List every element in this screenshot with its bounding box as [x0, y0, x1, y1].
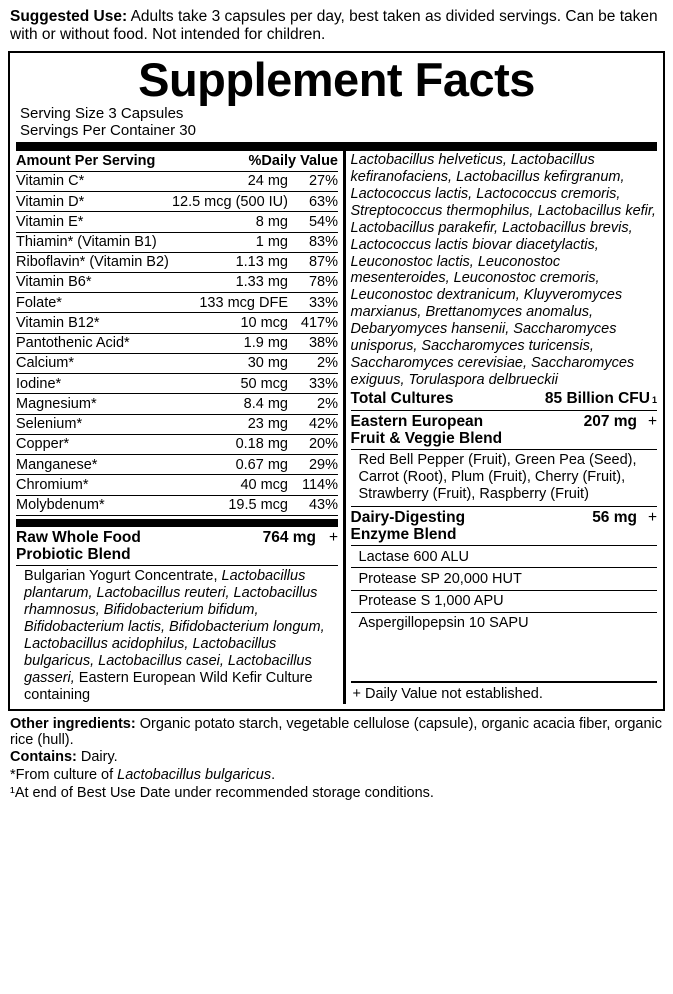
- table-row: [16, 496, 338, 516]
- enzyme-blend-name: [351, 509, 593, 543]
- table-row: [16, 394, 338, 414]
- probiotic-blend-dagger: +: [328, 528, 338, 546]
- total-cultures-label: Total Cultures: [350, 390, 454, 408]
- nutrient-name: Manganese*: [16, 456, 98, 473]
- nutrient-amount: 23 mg: [247, 416, 288, 433]
- table-row: [16, 475, 338, 495]
- fruit-veggie-name-line2: Fruit & Veggie Blend: [350, 430, 503, 448]
- nutrient-dv: 27%: [308, 173, 338, 190]
- nutrient-amount: 30 mg: [247, 355, 288, 372]
- probiotic-italic-list: Lactobacillus plantarum, Lactobacillus reuteri, Lactobacillus rhamnosus, Bifidobacterium bifidum, Bifidobacterium lactis, Bifidobacterium longum, Lactobacillus acidophilus, Lactobacillus bulgaricus, Lactobacillus casei, Lactobacillus gasseri,: [24, 567, 325, 686]
- probiotic-blend-ingredients: [16, 566, 338, 704]
- kefir-cultures-list: Lactobacillus helveticus, Lactobacillus kefiranofaciens, Lactobacillus kefirgranum, Lactococcus lactis, Lactococcus cremoris, Streptococcus thermophilus, Lactobacillus kefir, Lactobacillus parakefir, Lactobacillus brevis, Lactococcus lactis biovar diacetylactis, Leuconostoc lactis, Leuconostoc mesenteroides, Leuconostoc cremoris, Leuconostoc dextranicum, Kluyveromyces marxianus, Brettanomyces anomalus, Debaryomyces hansenii, Saccharomyces unisporus, Saccharomyces turicensis, Saccharomyces cerevisiae, Saccharomyces exiguus, Torulaspora delbrueckii: [350, 151, 656, 389]
- other-ingredients-label: Other ingredients:: [10, 715, 136, 732]
- probiotic-blend-name: [16, 529, 263, 563]
- nutrient-name: Thiamin* (Vitamin B1): [16, 234, 157, 250]
- other-ingredients-text: Organic potato starch, vegetable cellulose (capsule), organic acacia fiber, organic rice (hull).: [10, 715, 663, 749]
- nutrient-name: Vitamin B6*: [16, 274, 92, 291]
- nutrient-name: Vitamin E*: [16, 213, 84, 230]
- table-row: [16, 273, 338, 293]
- footer-notes: [10, 716, 663, 803]
- enzyme-blend-amount: 56 mg: [592, 509, 637, 527]
- nutrient-dv: 2%: [317, 355, 338, 372]
- nutrient-name: Iodine*: [16, 375, 62, 392]
- nutrient-name: Calcium*: [16, 355, 75, 372]
- nutrient-dv: 2%: [317, 395, 338, 412]
- nutrient-dv: 87%: [308, 254, 338, 271]
- fruit-veggie-name-line1: Eastern European: [350, 413, 484, 431]
- fruit-veggie-blend-dagger: +: [647, 413, 657, 431]
- nutrient-amount: 1.33 mg: [235, 274, 288, 291]
- facts-panel: [8, 51, 665, 711]
- nutrient-name: Vitamin D*: [16, 193, 85, 210]
- table-row: [16, 192, 338, 212]
- nutrient-dv: 83%: [308, 234, 338, 250]
- nutrient-amount: 24 mg: [247, 173, 288, 190]
- nutrient-name: Vitamin B12*: [16, 314, 100, 331]
- nutrient-name: Molybdenum*: [16, 497, 105, 514]
- nutrient-amount: 8 mg: [255, 213, 288, 230]
- nutrient-dv: 29%: [308, 456, 338, 473]
- table-row: [16, 415, 338, 435]
- column-divider: [343, 151, 346, 704]
- enzyme-item: Protease SP 20,000 HUT: [351, 568, 658, 590]
- facts-columns: [16, 151, 657, 704]
- table-row: [16, 435, 338, 455]
- nutrient-name: Copper*: [16, 436, 70, 453]
- header-rule: [16, 142, 657, 151]
- nutrient-name: Folate*: [16, 294, 62, 311]
- nutrient-name: Vitamin C*: [16, 173, 85, 190]
- nutrient-dv: 20%: [308, 436, 338, 453]
- total-cultures-footnote-marker: 1: [651, 395, 657, 406]
- probiotic-plain-1: Bulgarian Yogurt Concentrate,: [24, 567, 218, 584]
- nutrient-dv: 63%: [308, 193, 338, 210]
- total-cultures-row: [351, 389, 658, 411]
- footnote-star-italic: Lactobacillus bulgaricus: [117, 767, 272, 784]
- contains-label: Contains:: [10, 749, 77, 766]
- fruit-veggie-blend-header: [351, 411, 658, 450]
- blend-separator-rule: [16, 519, 338, 527]
- nutrient-dv: 54%: [308, 213, 338, 230]
- fruit-veggie-blend-amount: 207 mg: [583, 413, 637, 431]
- servings-per-container: Servings Per Container 30: [20, 121, 196, 139]
- footnote-star: [10, 767, 663, 784]
- fruit-veggie-blend-name: [351, 413, 584, 447]
- enzyme-name-line2: Enzyme Blend: [350, 526, 457, 544]
- enzyme-name-line1: Dairy-Digesting: [350, 509, 466, 527]
- probiotic-blend-name-line2: Probiotic Blend: [16, 545, 131, 563]
- contains-statement: [10, 749, 663, 766]
- enzyme-blend-header: [351, 507, 658, 546]
- table-row: [16, 293, 338, 313]
- nutrient-amount: 50 mcg: [240, 375, 288, 392]
- daily-value-header: %Daily Value: [248, 152, 338, 169]
- nutrient-dv: 38%: [308, 335, 338, 352]
- serving-size: Serving Size 3 Capsules: [20, 104, 184, 122]
- table-header-row: [16, 151, 338, 172]
- nutrient-name: Selenium*: [16, 416, 83, 433]
- nutrient-dv: 78%: [308, 274, 338, 291]
- nutrient-dv: 33%: [308, 375, 338, 392]
- nutrient-name: Riboflavin* (Vitamin B2): [16, 254, 169, 271]
- nutrient-amount: 1.9 mg: [243, 335, 288, 352]
- nutrient-amount: 1.13 mg: [235, 254, 288, 271]
- right-column-spacer: [351, 634, 658, 676]
- nutrient-amount: 10 mcg: [240, 314, 288, 331]
- nutrient-dv: 42%: [308, 416, 338, 433]
- suggested-use-label: Suggested Use:: [10, 8, 128, 25]
- enzyme-blend-dagger: +: [647, 509, 657, 527]
- nutrient-name: Magnesium*: [16, 395, 97, 412]
- amount-per-serving-header: Amount Per Serving: [16, 152, 156, 169]
- left-column: [16, 151, 338, 704]
- daily-value-note: + Daily Value not established.: [351, 681, 658, 704]
- probiotic-blend-name-line1: Raw Whole Food: [16, 528, 141, 546]
- enzyme-item: Protease S 1,000 APU: [351, 591, 658, 613]
- probiotic-plain-2: Eastern European Wild Kefir Culture containing: [24, 669, 313, 703]
- nutrient-amount: 0.67 mg: [235, 456, 288, 473]
- nutrient-amount: 12.5 mcg (500 IU): [171, 193, 288, 210]
- footnote-star-pre: *From culture of: [10, 767, 118, 784]
- nutrient-amount: 0.18 mg: [235, 436, 288, 453]
- nutrient-dv: 114%: [301, 476, 338, 493]
- footnote-star-post: .: [271, 767, 276, 784]
- page-title: Supplement Facts: [138, 52, 535, 106]
- other-ingredients: [10, 716, 663, 750]
- footnote-one: ¹At end of Best Use Date under recommended storage conditions.: [10, 785, 434, 802]
- nutrient-amount: 8.4 mg: [243, 395, 288, 412]
- total-cultures-amount: 85 Billion CFU: [544, 390, 650, 408]
- suggested-use: [10, 8, 663, 45]
- table-row: [16, 212, 338, 232]
- nutrient-name: Pantothenic Acid*: [16, 335, 130, 352]
- table-row: [16, 233, 338, 253]
- nutrient-dv: 33%: [308, 294, 338, 311]
- contains-text: Dairy.: [76, 749, 118, 766]
- table-row: [16, 253, 338, 273]
- enzyme-item: Lactase 600 ALU: [351, 546, 658, 568]
- nutrient-amount: 40 mcg: [240, 476, 288, 493]
- table-row: [16, 354, 338, 374]
- fruit-veggie-blend-ingredients: Red Bell Pepper (Fruit), Green Pea (Seed), Carrot (Root), Plum (Fruit), Cherry (Fruit), Strawberry (Fruit), Raspberry (Fruit): [351, 450, 658, 507]
- table-row: [16, 172, 338, 192]
- table-row: [16, 334, 338, 354]
- suggested-use-text: Adults take 3 capsules per day, best taken as divided servings. Can be taken with or without food. Not intended for children.: [10, 8, 658, 44]
- table-row: [16, 313, 338, 333]
- serving-info: [20, 105, 663, 139]
- probiotic-blend-amount: 764 mg: [262, 528, 316, 546]
- nutrient-amount: 133 mcg DFE: [199, 294, 288, 311]
- nutrient-dv: 43%: [308, 497, 338, 514]
- table-row: [16, 455, 338, 475]
- enzyme-item: Aspergillopepsin 10 SAPU: [358, 615, 529, 632]
- nutrient-dv: 417%: [300, 314, 338, 331]
- nutrient-amount: 1 mg: [255, 234, 288, 250]
- nutrient-name: Chromium*: [16, 476, 89, 493]
- nutrient-amount: 19.5 mcg: [228, 497, 288, 514]
- right-column: [351, 151, 658, 704]
- table-row: [16, 374, 338, 394]
- probiotic-blend-header: [16, 527, 338, 566]
